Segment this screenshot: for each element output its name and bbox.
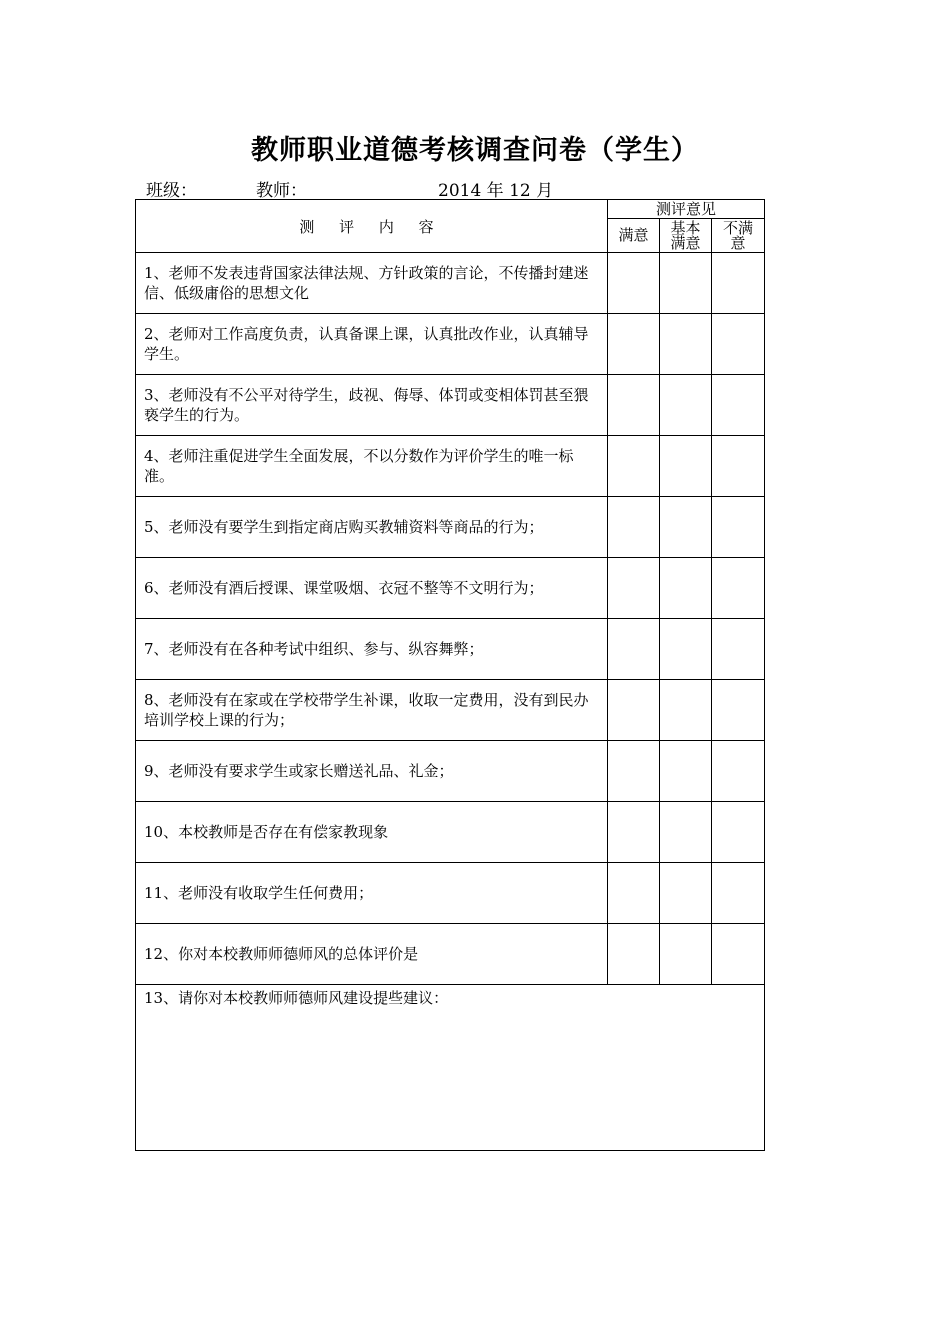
rating-cell-unsatisfied[interactable]: [712, 924, 765, 985]
rating-cell-satisfied[interactable]: [608, 802, 660, 863]
rating-cell-satisfied[interactable]: [608, 863, 660, 924]
table-row: [136, 802, 765, 863]
rating-cell-basically-satisfied[interactable]: [660, 314, 712, 375]
option-header-unsatisfied: [712, 219, 765, 253]
teacher-label: 教师：: [256, 181, 307, 201]
table-row: [136, 741, 765, 802]
rating-cell-basically-satisfied[interactable]: [660, 436, 712, 497]
rating-cell-basically-satisfied[interactable]: [660, 924, 712, 985]
survey-item-text: 10、本校教师是否存在有偿家教现象: [136, 802, 608, 863]
survey-item-text: 12、你对本校教师师德师风的总体评价是: [136, 924, 608, 985]
rating-cell-satisfied[interactable]: [608, 741, 660, 802]
rating-cell-satisfied[interactable]: [608, 314, 660, 375]
table-row: [136, 863, 765, 924]
rating-cell-satisfied[interactable]: [608, 558, 660, 619]
survey-item-text: 9、老师没有要求学生或家长赠送礼品、礼金；: [136, 741, 608, 802]
rating-cell-unsatisfied[interactable]: [712, 497, 765, 558]
table-row: [136, 375, 765, 436]
rating-cell-satisfied[interactable]: [608, 680, 660, 741]
suggestion-row: [136, 985, 765, 1151]
survey-item-text: 11、老师没有收取学生任何费用；: [136, 863, 608, 924]
opinion-header: 测评意见: [608, 200, 765, 219]
rating-cell-basically-satisfied[interactable]: [660, 253, 712, 314]
survey-item-text: 5、老师没有要学生到指定商店购买教辅资料等商品的行为；: [136, 497, 608, 558]
rating-cell-basically-satisfied[interactable]: [660, 558, 712, 619]
rating-cell-unsatisfied[interactable]: [712, 802, 765, 863]
rating-cell-basically-satisfied[interactable]: [660, 497, 712, 558]
content-header: 测 评 内 容: [136, 200, 608, 253]
rating-cell-satisfied[interactable]: [608, 253, 660, 314]
class-label: 班级：: [146, 181, 197, 201]
rating-cell-unsatisfied[interactable]: [712, 619, 765, 680]
rating-cell-satisfied[interactable]: [608, 924, 660, 985]
survey-item-text: 1、老师不发表违背国家法律法规、方针政策的言论，不传播封建迷信、低级庸俗的思想文化: [136, 253, 608, 314]
rating-cell-unsatisfied[interactable]: [712, 314, 765, 375]
option-header-satisfied: 满意: [608, 219, 660, 253]
survey-table: [135, 199, 765, 1151]
rating-cell-satisfied[interactable]: [608, 375, 660, 436]
survey-item-text: 7、老师没有在各种考试中组织、参与、纵容舞弊；: [136, 619, 608, 680]
rating-cell-satisfied[interactable]: [608, 497, 660, 558]
table-header-row: [136, 200, 765, 219]
survey-item-text: 3、老师没有不公平对待学生，歧视、侮辱、体罚或变相体罚甚至猥亵学生的行为。: [136, 375, 608, 436]
table-row: [136, 680, 765, 741]
table-row: [136, 558, 765, 619]
rating-cell-satisfied[interactable]: [608, 436, 660, 497]
rating-cell-satisfied[interactable]: [608, 619, 660, 680]
table-row: [136, 436, 765, 497]
table-row: [136, 253, 765, 314]
table-row: [136, 619, 765, 680]
rating-cell-basically-satisfied[interactable]: [660, 802, 712, 863]
rating-cell-unsatisfied[interactable]: [712, 558, 765, 619]
survey-item-text: 8、老师没有在家或在学校带学生补课，收取一定费用，没有到民办培训学校上课的行为；: [136, 680, 608, 741]
rating-cell-unsatisfied[interactable]: [712, 375, 765, 436]
option-header-unsatisfied-text: 不满意: [723, 218, 754, 252]
option-header-basically-satisfied: [660, 219, 712, 253]
option-header-basically-satisfied-text: 基本满意: [670, 218, 701, 252]
rating-cell-unsatisfied[interactable]: [712, 741, 765, 802]
rating-cell-unsatisfied[interactable]: [712, 436, 765, 497]
rating-cell-unsatisfied[interactable]: [712, 253, 765, 314]
table-row: [136, 497, 765, 558]
rating-cell-unsatisfied[interactable]: [712, 863, 765, 924]
survey-item-text: 6、老师没有酒后授课、课堂吸烟、衣冠不整等不文明行为；: [136, 558, 608, 619]
table-row: [136, 314, 765, 375]
survey-item-text: 4、老师注重促进学生全面发展，不以分数作为评价学生的唯一标准。: [136, 436, 608, 497]
rating-cell-basically-satisfied[interactable]: [660, 741, 712, 802]
page-title: 教师职业道德考核调查问卷（学生）: [251, 135, 699, 166]
rating-cell-unsatisfied[interactable]: [712, 680, 765, 741]
survey-date: 2014 年 12 月: [438, 181, 554, 201]
rating-cell-basically-satisfied[interactable]: [660, 375, 712, 436]
rating-cell-basically-satisfied[interactable]: [660, 680, 712, 741]
suggestion-field[interactable]: 13、请你对本校教师师德师风建设提些建议：: [136, 985, 765, 1151]
table-row: [136, 924, 765, 985]
rating-cell-basically-satisfied[interactable]: [660, 863, 712, 924]
survey-item-text: 2、老师对工作高度负责，认真备课上课，认真批改作业，认真辅导学生。: [136, 314, 608, 375]
rating-cell-basically-satisfied[interactable]: [660, 619, 712, 680]
